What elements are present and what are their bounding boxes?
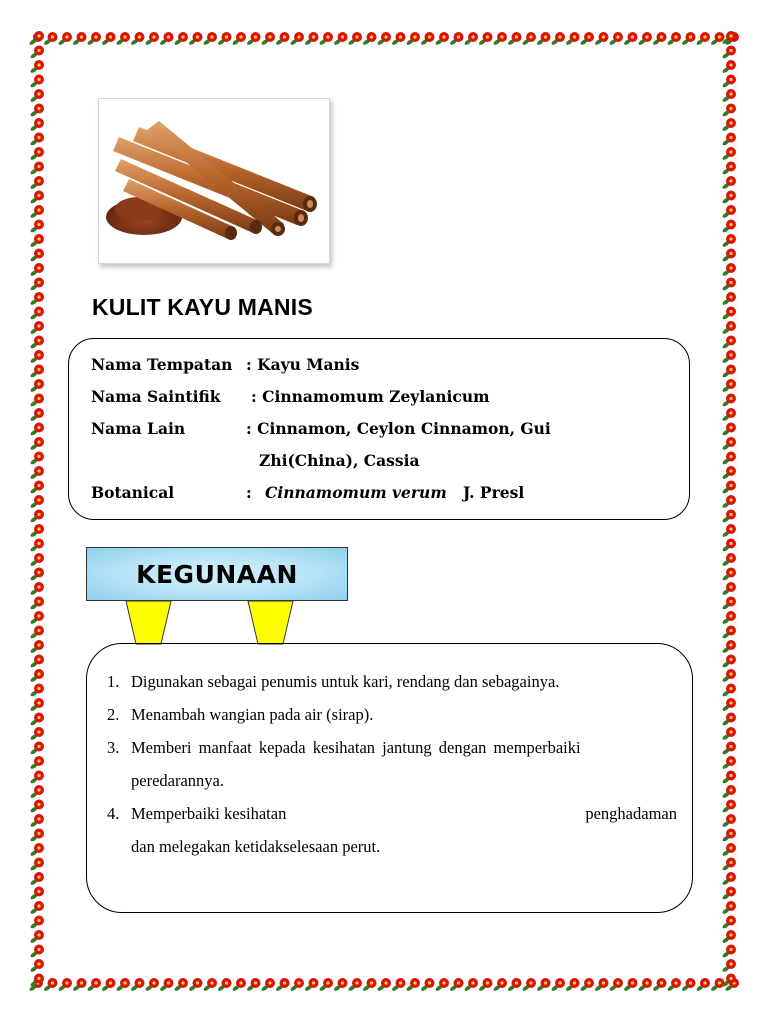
border-flower xyxy=(87,32,101,46)
use-number: 4. xyxy=(107,804,120,823)
border-flower xyxy=(30,684,44,698)
border-flower xyxy=(333,978,347,992)
border-flower xyxy=(30,713,44,727)
border-flower xyxy=(30,814,44,828)
cinnamon-illustration xyxy=(99,99,329,263)
border-flower xyxy=(30,379,44,393)
border-flower xyxy=(722,553,736,567)
border-flower xyxy=(30,336,44,350)
border-flower xyxy=(464,978,478,992)
border-flower xyxy=(30,974,44,988)
border-flower xyxy=(722,843,736,857)
border-flower xyxy=(722,278,736,292)
border-flower xyxy=(507,32,521,46)
border-flower xyxy=(722,292,736,306)
border-flower xyxy=(30,669,44,683)
border-flower xyxy=(435,978,449,992)
border-flower xyxy=(30,872,44,886)
connector-shape-left xyxy=(124,601,174,645)
border-flower xyxy=(722,408,736,422)
border-flower xyxy=(551,32,565,46)
decorative-border-bottom xyxy=(28,974,740,994)
border-flower xyxy=(722,31,736,45)
border-flower xyxy=(722,75,736,89)
border-flower xyxy=(493,32,507,46)
border-flower xyxy=(58,978,72,992)
border-flower xyxy=(667,32,681,46)
border-flower xyxy=(261,978,275,992)
border-flower xyxy=(722,365,736,379)
kegunaan-heading-box xyxy=(86,547,348,601)
kegunaan-heading: KEGUNAAN xyxy=(136,559,298,589)
border-flower xyxy=(30,597,44,611)
border-flower xyxy=(377,978,391,992)
use-text: Menambah wangian pada air (sirap). xyxy=(131,705,374,724)
border-flower xyxy=(594,978,608,992)
border-flower xyxy=(319,978,333,992)
border-flower xyxy=(722,481,736,495)
border-flower xyxy=(30,162,44,176)
border-flower xyxy=(722,147,736,161)
border-flower xyxy=(722,524,736,538)
use-text: Memberi manfaat kepada kesihatan jantung dengan memperbaiki xyxy=(131,738,581,757)
border-flower xyxy=(30,31,44,45)
border-flower xyxy=(30,60,44,74)
border-flower xyxy=(30,75,44,89)
border-flower xyxy=(722,104,736,118)
decorative-border-left xyxy=(28,28,48,994)
border-flower xyxy=(722,437,736,451)
border-flower xyxy=(30,611,44,625)
border-flower xyxy=(217,32,231,46)
border-flower xyxy=(722,901,736,915)
info-value: : Kayu Manis xyxy=(246,355,360,374)
border-flower xyxy=(217,978,231,992)
border-flower xyxy=(130,978,144,992)
border-flower xyxy=(30,220,44,234)
border-flower xyxy=(30,727,44,741)
use-text: Digunakan sebagai penumis untuk kari, rendang dan sebagainya. xyxy=(131,672,560,691)
info-label: Botanical xyxy=(91,483,175,502)
border-flower xyxy=(275,32,289,46)
border-flower xyxy=(464,32,478,46)
border-flower xyxy=(420,32,434,46)
border-flower xyxy=(722,191,736,205)
border-flower xyxy=(261,32,275,46)
border-flower xyxy=(30,423,44,437)
use-item-3-continued: peredarannya. xyxy=(131,771,224,790)
border-flower xyxy=(722,263,736,277)
border-flower xyxy=(722,974,736,988)
border-flower xyxy=(722,220,736,234)
border-flower xyxy=(435,32,449,46)
border-flower xyxy=(681,978,695,992)
border-flower xyxy=(580,978,594,992)
border-flower xyxy=(159,978,173,992)
border-flower xyxy=(722,800,736,814)
border-flower xyxy=(30,887,44,901)
border-flower xyxy=(232,978,246,992)
border-flower xyxy=(478,978,492,992)
border-flower xyxy=(30,481,44,495)
border-flower xyxy=(101,32,115,46)
border-flower xyxy=(30,771,44,785)
border-flower xyxy=(722,510,736,524)
border-flower xyxy=(30,394,44,408)
border-flower xyxy=(30,278,44,292)
border-flower xyxy=(30,321,44,335)
border-flower xyxy=(420,978,434,992)
border-flower xyxy=(116,32,130,46)
border-flower xyxy=(30,133,44,147)
border-flower xyxy=(449,978,463,992)
border-flower xyxy=(406,978,420,992)
use-text: Memperbaiki kesihatan xyxy=(131,804,287,823)
border-flower xyxy=(536,32,550,46)
border-flower xyxy=(145,978,159,992)
border-flower xyxy=(30,640,44,654)
border-flower xyxy=(30,118,44,132)
border-flower xyxy=(30,46,44,60)
border-flower xyxy=(30,365,44,379)
border-flower xyxy=(722,698,736,712)
border-flower xyxy=(722,539,736,553)
use-number: 1. xyxy=(107,672,120,691)
uses-box xyxy=(86,643,693,913)
border-flower xyxy=(722,133,736,147)
border-flower xyxy=(333,32,347,46)
border-flower xyxy=(30,785,44,799)
border-flower xyxy=(722,829,736,843)
border-flower xyxy=(130,32,144,46)
border-flower xyxy=(722,756,736,770)
border-flower xyxy=(722,234,736,248)
border-flower xyxy=(722,713,736,727)
decorative-border-top xyxy=(28,28,740,48)
border-flower xyxy=(493,978,507,992)
border-flower xyxy=(551,978,565,992)
border-flower xyxy=(30,582,44,596)
border-flower xyxy=(623,32,637,46)
info-value-continued: Zhi(China), Cassia xyxy=(259,451,420,470)
use-number: 2. xyxy=(107,705,120,724)
border-flower xyxy=(565,32,579,46)
border-flower xyxy=(30,800,44,814)
border-flower xyxy=(348,32,362,46)
border-flower xyxy=(722,307,736,321)
border-flower xyxy=(722,423,736,437)
border-flower xyxy=(30,930,44,944)
border-flower xyxy=(722,771,736,785)
border-flower xyxy=(30,945,44,959)
border-flower xyxy=(145,32,159,46)
border-flower xyxy=(30,191,44,205)
border-flower xyxy=(72,32,86,46)
border-flower xyxy=(319,32,333,46)
border-flower xyxy=(362,32,376,46)
border-flower xyxy=(188,978,202,992)
border-flower xyxy=(722,466,736,480)
border-flower xyxy=(722,626,736,640)
info-label: Nama Lain xyxy=(91,419,186,438)
border-flower xyxy=(377,32,391,46)
border-flower xyxy=(722,379,736,393)
border-flower xyxy=(722,611,736,625)
border-flower xyxy=(30,901,44,915)
border-flower xyxy=(722,162,736,176)
decorative-border-right xyxy=(720,28,740,994)
border-flower xyxy=(696,32,710,46)
border-flower xyxy=(722,568,736,582)
border-flower xyxy=(722,872,736,886)
border-flower xyxy=(30,655,44,669)
border-flower xyxy=(30,104,44,118)
border-flower xyxy=(30,205,44,219)
border-flower xyxy=(722,669,736,683)
border-flower xyxy=(722,394,736,408)
border-flower xyxy=(30,626,44,640)
border-flower xyxy=(30,350,44,364)
border-flower xyxy=(58,32,72,46)
border-flower xyxy=(30,553,44,567)
border-flower xyxy=(722,858,736,872)
border-flower xyxy=(565,978,579,992)
border-flower xyxy=(722,742,736,756)
use-number: 3. xyxy=(107,738,120,757)
border-flower xyxy=(722,495,736,509)
border-flower xyxy=(159,32,173,46)
border-flower xyxy=(246,32,260,46)
border-flower xyxy=(696,978,710,992)
border-flower xyxy=(722,640,736,654)
border-flower xyxy=(30,524,44,538)
border-flower xyxy=(722,350,736,364)
border-flower xyxy=(30,249,44,263)
border-flower xyxy=(652,978,666,992)
connector-shape-right xyxy=(246,601,296,645)
border-flower xyxy=(290,978,304,992)
info-label: Nama Saintifik xyxy=(91,387,221,406)
border-flower xyxy=(609,32,623,46)
botanical-author: J. Presl xyxy=(463,483,525,502)
border-flower xyxy=(722,916,736,930)
use-text-right: penghadaman xyxy=(585,804,677,823)
border-flower xyxy=(667,978,681,992)
border-flower xyxy=(101,978,115,992)
border-flower xyxy=(30,698,44,712)
border-flower xyxy=(623,978,637,992)
border-flower xyxy=(722,60,736,74)
border-flower xyxy=(638,32,652,46)
border-flower xyxy=(536,978,550,992)
border-flower xyxy=(722,727,736,741)
info-value: : Cinnamon, Ceylon Cinnamon, Gui xyxy=(246,419,551,438)
border-flower xyxy=(72,978,86,992)
border-flower xyxy=(722,930,736,944)
border-flower xyxy=(30,495,44,509)
border-flower xyxy=(722,176,736,190)
border-flower xyxy=(638,978,652,992)
border-flower xyxy=(522,32,536,46)
border-flower xyxy=(30,568,44,582)
border-flower xyxy=(652,32,666,46)
border-flower xyxy=(30,843,44,857)
border-flower xyxy=(722,887,736,901)
border-flower xyxy=(391,978,405,992)
use-item-4-continued: dan melegakan ketidakselesaan perut. xyxy=(131,837,381,856)
border-flower xyxy=(722,46,736,60)
botanical-name-italic: Cinnamomum verum xyxy=(265,483,447,502)
border-flower xyxy=(722,205,736,219)
border-flower xyxy=(87,978,101,992)
plant-info-box xyxy=(68,338,690,520)
border-flower xyxy=(580,32,594,46)
border-flower xyxy=(232,32,246,46)
info-label: Nama Tempatan xyxy=(91,355,233,374)
border-flower xyxy=(722,684,736,698)
page-title: KULIT KAYU MANIS xyxy=(92,294,313,320)
border-flower xyxy=(30,263,44,277)
border-flower xyxy=(722,945,736,959)
border-flower xyxy=(30,829,44,843)
border-flower xyxy=(30,959,44,973)
border-flower xyxy=(30,147,44,161)
border-flower xyxy=(116,978,130,992)
border-flower xyxy=(522,978,536,992)
border-flower xyxy=(30,858,44,872)
border-flower xyxy=(449,32,463,46)
border-flower xyxy=(478,32,492,46)
info-colon: : xyxy=(246,483,252,502)
border-flower xyxy=(609,978,623,992)
border-flower xyxy=(722,336,736,350)
info-value: : Cinnamomum Zeylanicum xyxy=(251,387,490,406)
border-flower xyxy=(246,978,260,992)
border-flower xyxy=(290,32,304,46)
border-flower xyxy=(391,32,405,46)
border-flower xyxy=(275,978,289,992)
border-flower xyxy=(304,978,318,992)
border-flower xyxy=(406,32,420,46)
border-flower xyxy=(30,756,44,770)
border-flower xyxy=(722,785,736,799)
border-flower xyxy=(362,978,376,992)
border-flower xyxy=(348,978,362,992)
border-flower xyxy=(203,978,217,992)
border-flower xyxy=(722,118,736,132)
border-flower xyxy=(722,655,736,669)
border-flower xyxy=(174,32,188,46)
border-flower xyxy=(722,452,736,466)
border-flower xyxy=(30,742,44,756)
border-flower xyxy=(30,466,44,480)
border-flower xyxy=(594,32,608,46)
border-flower xyxy=(30,916,44,930)
border-flower xyxy=(203,32,217,46)
border-flower xyxy=(30,408,44,422)
border-flower xyxy=(722,959,736,973)
border-flower xyxy=(722,249,736,263)
border-flower xyxy=(722,89,736,103)
border-flower xyxy=(722,321,736,335)
border-flower xyxy=(30,89,44,103)
border-flower xyxy=(30,176,44,190)
border-flower xyxy=(174,978,188,992)
border-flower xyxy=(30,539,44,553)
border-flower xyxy=(30,307,44,321)
border-flower xyxy=(722,597,736,611)
cinnamon-photo xyxy=(98,98,330,264)
border-flower xyxy=(681,32,695,46)
border-flower xyxy=(188,32,202,46)
border-flower xyxy=(30,234,44,248)
border-flower xyxy=(30,510,44,524)
border-flower xyxy=(304,32,318,46)
border-flower xyxy=(30,437,44,451)
border-flower xyxy=(507,978,521,992)
border-flower xyxy=(722,582,736,596)
border-flower xyxy=(722,814,736,828)
border-flower xyxy=(30,292,44,306)
border-flower xyxy=(30,452,44,466)
